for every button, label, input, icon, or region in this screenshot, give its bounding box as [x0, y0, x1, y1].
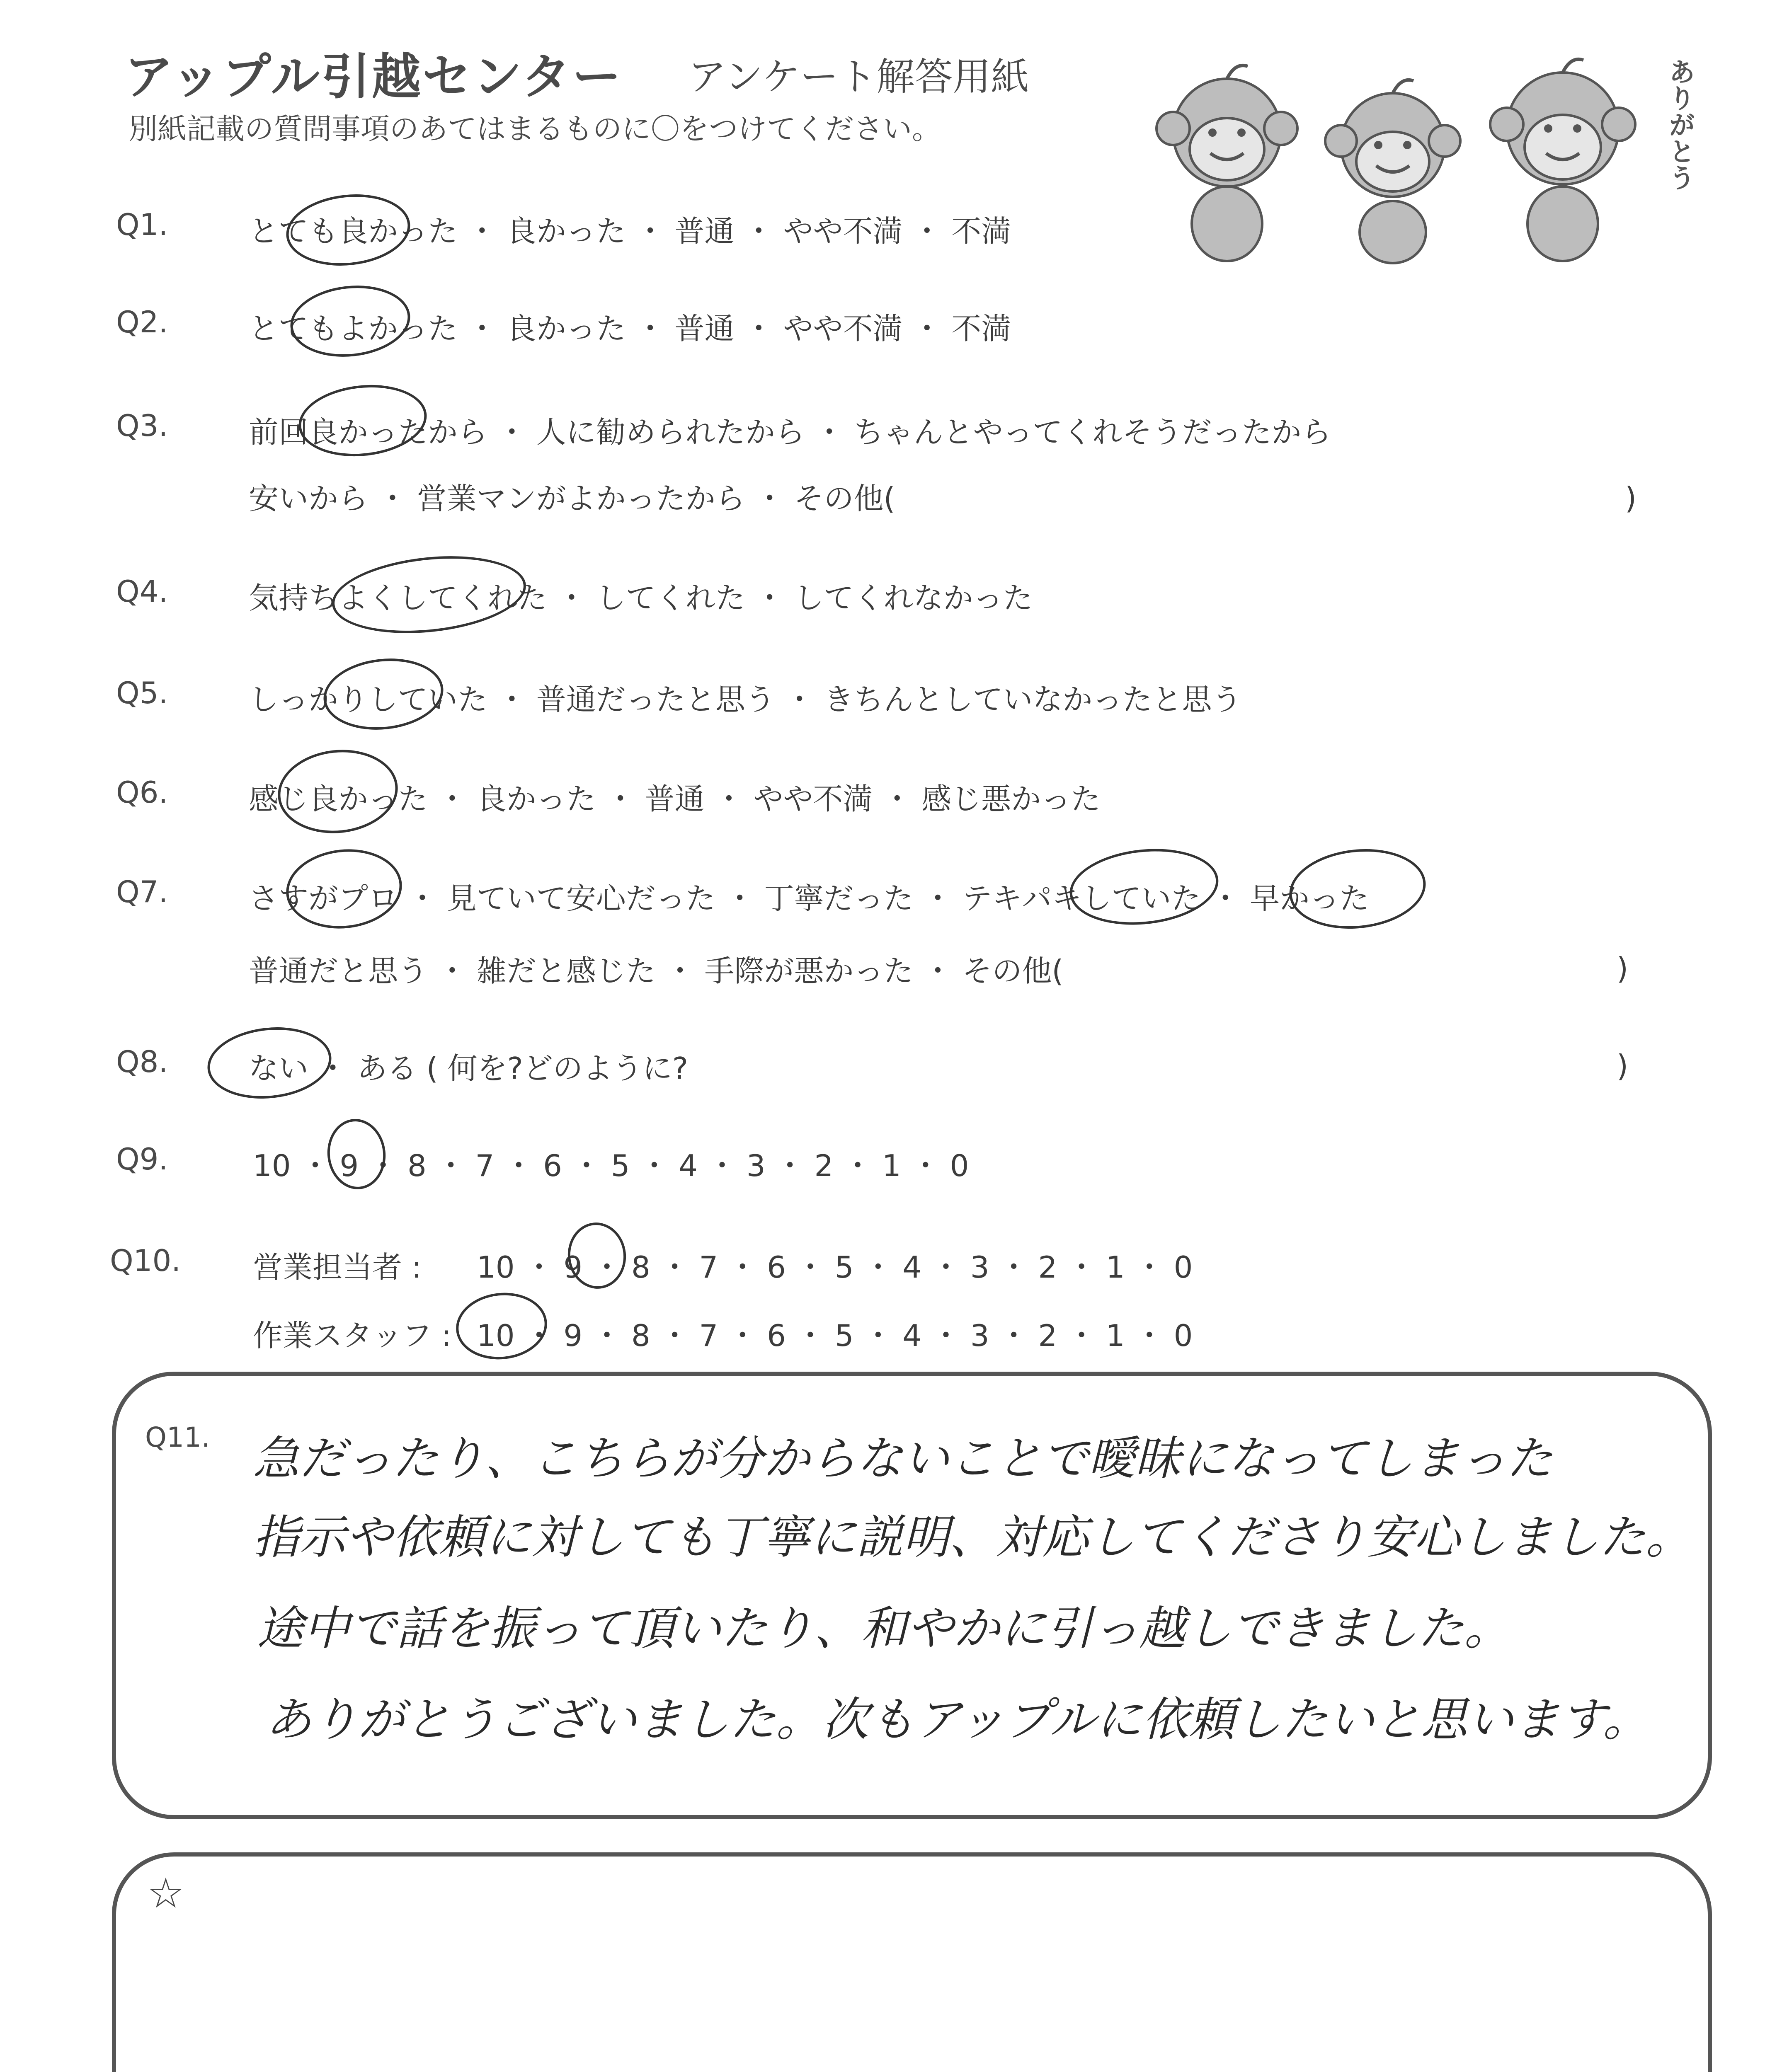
- q5-options: しっかりしていた ・ 普通だったと思う ・ きちんとしていなかったと思う: [249, 682, 1242, 717]
- q7-answer-circle-3: [1285, 842, 1430, 935]
- q7-close-paren: ): [1617, 951, 1629, 986]
- q3-options-line1: 前回良かったから ・ 人に勧められたから ・ ちゃんとやってくれそうだったから: [249, 415, 1331, 450]
- instruction-text: 別紙記載の質問事項のあてはまるものに〇をつけてください。: [128, 112, 941, 146]
- q11-comment-line-3: 途中で話を振って頂いたり、和やかに引っ越しできました。: [257, 1602, 1510, 1656]
- company-title: アップル引越センター: [124, 48, 623, 105]
- q8-answer-circle: [204, 1021, 335, 1104]
- q11-label: Q11.: [145, 1421, 210, 1453]
- q1-answer-circle: [283, 189, 414, 271]
- form-title: アンケート解答用紙: [688, 55, 1029, 99]
- q11-comment-line-2: 指示や依頼に対しても丁寧に説明、対応してくださり安心しました。: [253, 1510, 1692, 1564]
- q5-label: Q5.: [116, 675, 168, 710]
- q7-label: Q7.: [116, 874, 168, 909]
- q4-options: 気持ちよくしてくれた ・ してくれた ・ してくれなかった: [249, 581, 1033, 615]
- q4-label: Q4.: [116, 574, 168, 609]
- q7-options-line1: さすがプロ ・ 見ていて安心だった ・ 丁寧だった ・ テキパキしていた ・ 早かった: [249, 881, 1370, 916]
- q11-comment-line-1: 急だったり、こちらが分からないことで曖昧になってしまった: [253, 1432, 1553, 1486]
- q10-sales-label: 営業担当者 :: [253, 1250, 422, 1285]
- q8-close-paren: ): [1617, 1048, 1629, 1083]
- q7-answer-circle-2: [1066, 842, 1222, 932]
- q10-label: Q10.: [110, 1243, 181, 1278]
- q9-scale: 10 ・ 9 ・ 8 ・ 7 ・ 6 ・ 5 ・ 4 ・ 3 ・ 2 ・ 1 ・ 0: [253, 1148, 969, 1183]
- monkey-mascots-illustration: [1144, 50, 1704, 265]
- q7-answer-circle-1: [282, 844, 406, 934]
- q3-close-paren: ): [1625, 481, 1637, 516]
- q8-label: Q8.: [116, 1044, 168, 1079]
- q1-label: Q1.: [116, 207, 168, 242]
- free-comment-box: [112, 1852, 1712, 2072]
- q8-options: ない ・ ある ( 何を?どのように?: [249, 1051, 689, 1086]
- q10-sales-scale: 10 ・ 9 ・ 8 ・ 7 ・ 6 ・ 5 ・ 4 ・ 3 ・ 2 ・ 1 ・ 0: [477, 1250, 1193, 1285]
- q6-answer-circle: [274, 744, 402, 839]
- q10-staff-scale: 10 ・ 9 ・ 8 ・ 7 ・ 6 ・ 5 ・ 4 ・ 3 ・ 2 ・ 1 ・ 0: [477, 1318, 1193, 1353]
- q6-options: 感じ良かった ・ 良かった ・ 普通 ・ やや不満 ・ 感じ悪かった: [249, 782, 1101, 816]
- q3-label: Q3.: [116, 408, 168, 443]
- q9-label: Q9.: [116, 1142, 168, 1176]
- q2-options: とてもよかった ・ 良かった ・ 普通 ・ やや不満 ・ 不満: [249, 311, 1011, 346]
- q2-answer-circle: [287, 280, 414, 362]
- q4-answer-circle: [328, 547, 530, 642]
- q2-label: Q2.: [116, 305, 168, 339]
- q7-options-line2: 普通だと思う ・ 雑だと感じた ・ 手際が悪かった ・ その他(: [249, 954, 1064, 988]
- q5-answer-circle: [320, 653, 447, 735]
- q6-label: Q6.: [116, 775, 168, 810]
- q10-staff-label: 作業スタッフ :: [253, 1318, 452, 1353]
- q1-options: とても良かった ・ 良かった ・ 普通 ・ やや不満 ・ 不満: [249, 214, 1011, 249]
- thanks-badge: ありがとう: [1664, 58, 1695, 191]
- q3-options-line2: 安いから ・ 営業マンがよかったから ・ その他(: [249, 481, 895, 516]
- q11-comment-line-4: ありがとうございました。次もアップルに依頼したいと思います。: [265, 1693, 1649, 1747]
- star-mark: ☆: [147, 1869, 184, 1917]
